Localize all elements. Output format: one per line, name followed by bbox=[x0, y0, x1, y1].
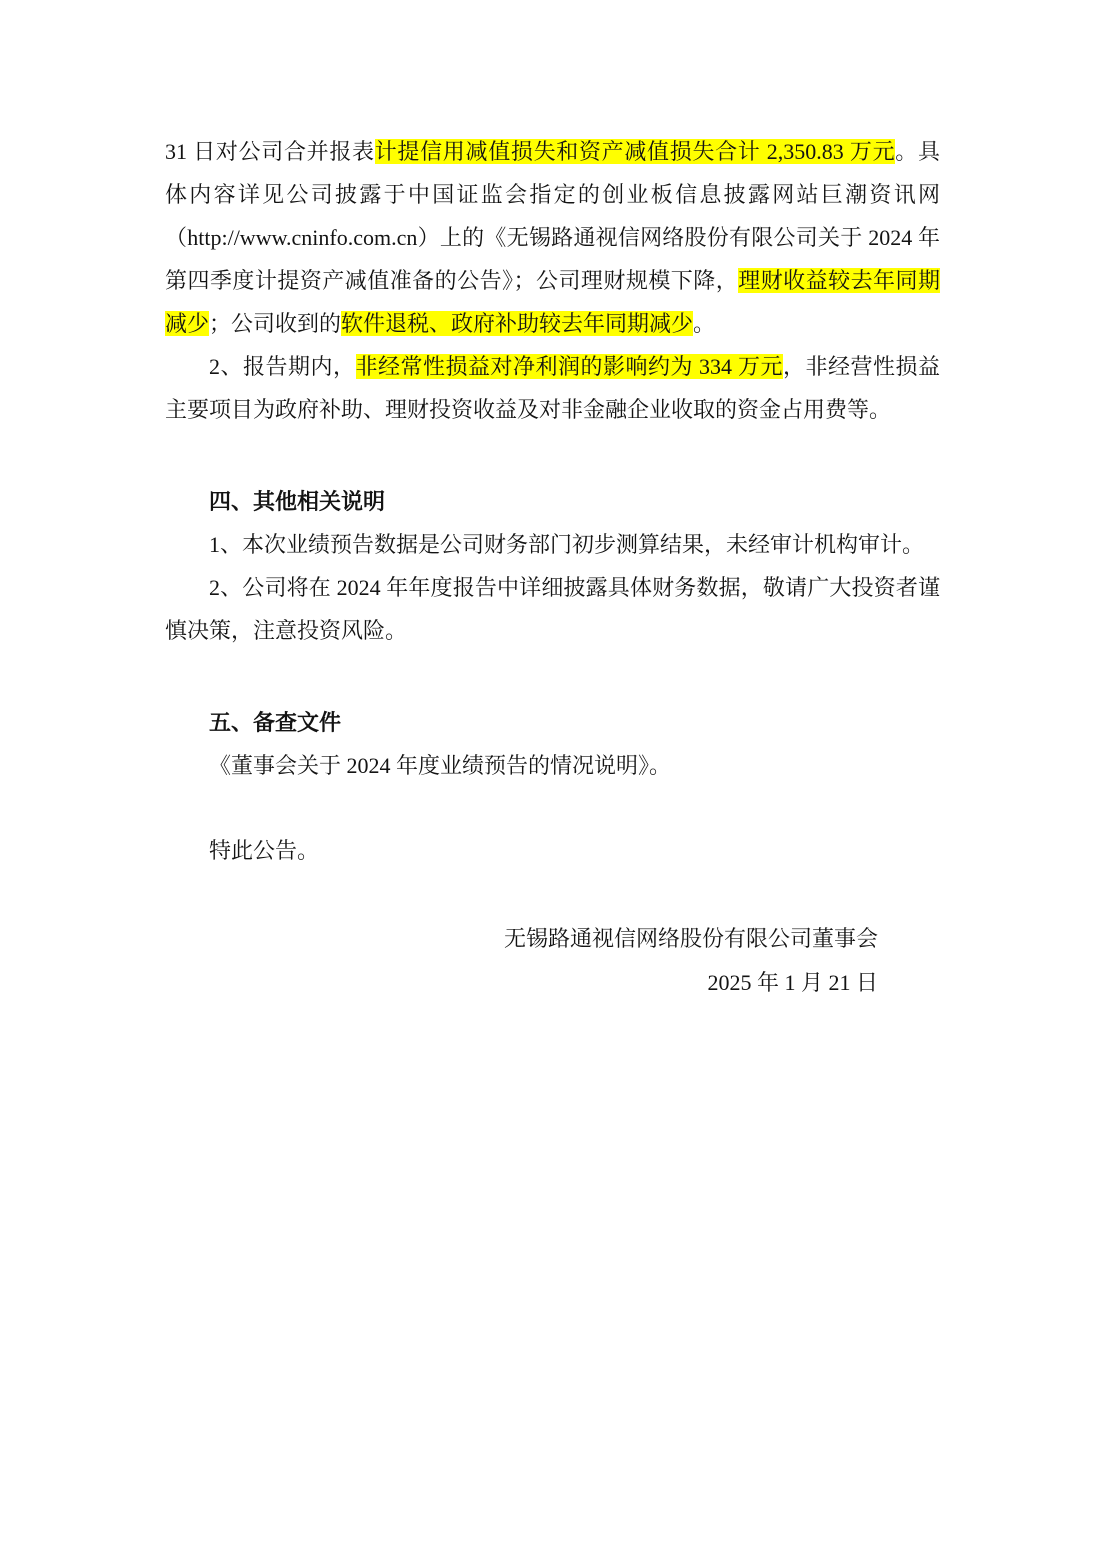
text-run-received: ；公司收到的 bbox=[209, 311, 342, 336]
text-run-period: 。 bbox=[693, 311, 716, 336]
paragraph-nonrecurring-gains bbox=[165, 345, 940, 431]
highlight-nonrecurring-impact: 非经常性损益对净利润的影响约为 334 万元 bbox=[355, 354, 783, 379]
paragraph-unaudited-note: 1、本次业绩预告数据是公司财务部门初步测算结果，未经审计机构审计。 bbox=[209, 532, 925, 557]
signature-block bbox=[165, 917, 940, 1005]
section-heading-other-notes: 四、其他相关说明 bbox=[209, 489, 386, 514]
closing-statement: 特此公告。 bbox=[209, 838, 320, 863]
cninfo-url: http://www.cninfo.com.cn bbox=[187, 225, 418, 250]
paragraph-annual-report-note: 2、公司将在 2024 年年度报告中详细披露具体财务数据，敬请广大投资者谨慎决策，注意投资风险。 bbox=[165, 575, 940, 643]
section-heading-reference-documents: 五、备查文件 bbox=[209, 710, 342, 735]
highlight-software-rebate-decline: 软件退税、政府补助较去年同期减少 bbox=[341, 311, 694, 336]
text-run-announcement: ）上的《无锡路通视信网络股份有限公司关于 2024 年第四季度计提资产减值准备的公告》；公司理财规模下降， bbox=[165, 225, 940, 293]
text-run-tail: ，非经营性损益主要项目为政府补助、理财投资收益及对非金融企业收取的资金占用费等。 bbox=[165, 354, 940, 422]
signature-company: 无锡路通视信网络股份有限公司董事会 bbox=[503, 926, 878, 951]
text-run-lead: 31 日对公司合并报表 bbox=[165, 139, 375, 164]
text-run-disclosure: 。具体内容详见公司披露于中国证监会指定的创业板信息披露网站巨潮资讯网（ bbox=[165, 139, 940, 250]
signature-date: 2025 年 1 月 21 日 bbox=[707, 970, 878, 995]
text-run-lead: 2、报告期内， bbox=[209, 354, 356, 379]
paragraph-impairment-details bbox=[165, 130, 940, 345]
highlight-wealth-income-decline: 理财收益较去年同期减少 bbox=[165, 268, 940, 336]
paragraph-reference-document: 《董事会关于 2024 年度业绩预告的情况说明》。 bbox=[209, 753, 672, 778]
highlight-impairment-total: 计提信用减值损失和资产减值损失合计 2,350.83 万元 bbox=[374, 139, 896, 164]
